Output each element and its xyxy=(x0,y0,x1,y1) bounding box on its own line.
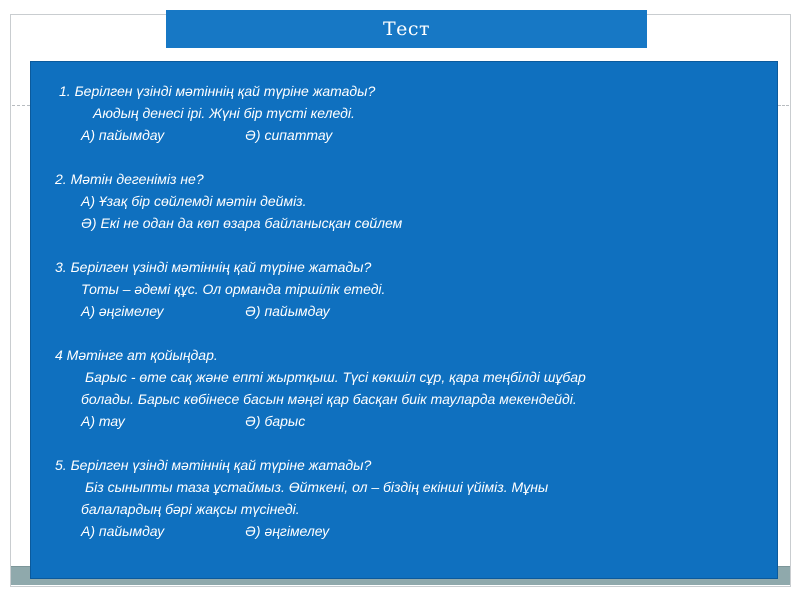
question-1-prompt: 1. Берілген үзінді мәтіннің қай түріне жатады? xyxy=(59,83,376,99)
question-3-prompt: 3. Берілген үзінді мәтіннің қай түріне жатады? xyxy=(55,259,372,275)
question-1-option-b: Ә) сипаттау xyxy=(245,127,333,143)
question-3-option-b: Ә) пайымдау xyxy=(245,303,330,319)
slide-title-bar xyxy=(166,10,647,48)
questions-panel xyxy=(30,61,778,579)
question-1-text: Аюдың денесі ірі. Жүні бір түсті келеді. xyxy=(93,105,355,121)
question-5-prompt: 5. Берілген үзінді мәтіннің қай түріне жатады? xyxy=(55,457,372,473)
question-5-option-a: А) пайымдау xyxy=(81,523,165,539)
divider-left xyxy=(12,105,30,106)
question-4-text-line-1: Барыс - өте сақ және епті жыртқыш. Түсі көкшіл сұр, қара теңбілді шұбар xyxy=(85,369,586,385)
question-2-option-a: А) Ұзақ бір сөйлемді мәтін дейміз. xyxy=(81,193,307,209)
question-4-option-b: Ә) барыс xyxy=(245,413,306,429)
question-4-prompt: 4 Мәтінге ат қойыңдар. xyxy=(55,347,218,363)
question-2-prompt: 2. Мәтін дегеніміз не? xyxy=(55,171,204,187)
question-4-option-a: А) тау xyxy=(81,413,125,429)
question-1-option-a: А) пайымдау xyxy=(81,127,165,143)
question-3-option-a: А) әңгімелеу xyxy=(81,303,164,319)
question-5-option-b: Ә) әңгімелеу xyxy=(245,523,330,539)
divider-right xyxy=(778,105,789,106)
question-5-text-line-1: Біз сыныпты таза ұстаймыз. Өйткені, ол – біздің екінші үйіміз. Мұны xyxy=(85,479,549,495)
slide-title: Тест xyxy=(382,18,431,40)
question-4-text-line-2: болады. Барыс көбінесе басын мәңгі қар басқан биік тауларда мекендейді. xyxy=(81,391,577,407)
question-2-option-b: Ә) Екі не одан да көп өзара байланысқан сөйлем xyxy=(81,215,403,231)
question-5-text-line-2: балалардың бәрі жақсы түсінеді. xyxy=(81,501,300,517)
question-3-text: Тоты – әдемі құс. Ол орманда тіршілік етеді. xyxy=(81,281,386,297)
